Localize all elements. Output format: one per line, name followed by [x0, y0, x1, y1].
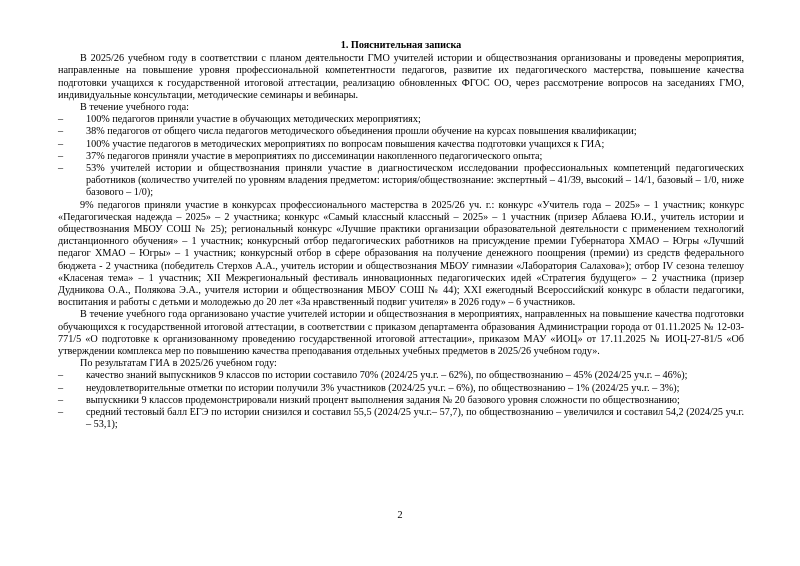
section-title: 1. Пояснительная записка [340, 40, 462, 51]
gia-results-list [58, 370, 744, 431]
gia-prep-paragraph: В течение учебного года организовано участие учителей истории и обществознания в мероприятиях, направленных на повышение качества подготовки обучающихся к государственной итоговой аттестации, в соответствии с приказом департамента образования Администрации города от 01.11.2025 № 12-03-771/5 «О подготовке к организованному проведению государственной итоговой аттестации», приказом МАУ «ИОЦ» от 17.11.2025 № ИОЦ-27-81/5 «Об утверждении комплекса мер по повышению качества преподавания отдельных учебных предметов в 2025/26 учебном году». [58, 309, 744, 358]
list-item-text: 100% педагогов приняли участие в обучающих методических мероприятиях; [86, 114, 421, 126]
list-item-text: 53% учителей истории и обществознания приняли участие в диагностическом исследовании профессиональных компетенций педагогических работников (количество учителей по уровням владения предметом: история/обществознание: экспертный – 41/39, высокий – 14/1, базовый – 1/0, ниже базового – 1/0); [86, 163, 744, 199]
list-item [58, 370, 744, 382]
dash-marker: – [58, 163, 64, 175]
during-year-label: В течение учебного года: [80, 102, 189, 114]
list-item [58, 114, 744, 126]
list-item [58, 383, 744, 395]
gia-results-label: По результатам ГИА в 2025/26 учебном году: [80, 358, 277, 370]
list-item-text: 38% педагогов от общего числа педагогов методического объединения прошли обучение на курсах повышения квалификации; [86, 126, 637, 138]
list-item [58, 407, 744, 431]
dash-marker: – [58, 407, 64, 419]
dash-marker: – [58, 394, 64, 406]
list-item-text: выпускники 9 классов продемонстрировали низкий процент выполнения задания № 20 базового уровня сложности по обществознанию; [86, 394, 680, 406]
list-item [58, 151, 744, 163]
list-item [58, 139, 744, 151]
list-item-text: неудовлетворительные отметки по истории получили 3% участников (2024/25 уч.г. – 6%), по обществознанию – 1% (2024/25 уч.г. – 3%); [86, 382, 680, 394]
dash-marker: – [58, 150, 64, 162]
contests-paragraph: 9% педагогов приняли участие в конкурсах профессионального мастерства в 2025/26 уч. г.: конкурс «Учитель года – 2025» – 1 участник; конкурс «Педагогическая надежда – 2025» – 2 участника; конкурс «Самый классный классный – 2025» – 1 участник (призер Аблаева Ю.И., учитель истории и обществознания МБОУ СОШ № 25); региональный конкурс «Лучшие практики организации образовательной деятельности с применением технологий дистанционного обучения» – 1 участник; конкурсный отбор педагогических работников на присуждение премии Губернатора ХМАО – Югры «Лучший педагог ХМАО – Югры» – 1 участник; конкурсный отбор в сфере образования на получение денежного поощрения (премии) из средств федерального бюджета - 2 участника (победитель Стерхов А.А., учитель истории и обществознания МБОУ гимназии «Лаборатория Салахова»); отбор IV сезона телешоу «Класеная тема» – 1 участник; XII Межрегиональный фестиваль инновационных педагогических идей «Стратегия будущего» – 2 участника (призер Дудникова О.А., Полякова Э.А., учителя истории и обществознания МБОУ СОШ № 44); XXI ежегодный Всероссийский конкурс в области педагогики, воспитания и работы с детьми и молодежью до 20 лет «За нравственный подвиг учителя» в 2026 году» – 6 участников. [58, 199, 744, 309]
intro-paragraph: В 2025/26 учебном году в соответствии с планом деятельности ГМО учителей истории и обществознания организованы и проведены мероприятия, направленные на повышение уровня профессиональной компетентности педагогов, развитие их педагогического мастерства, повышение качества подготовки учащихся к государственной итоговой аттестации, реализацию обновленных ФГОС ОО, через рассмотрение вопросов на заседаниях ГМО, индивидуальные консультации, методические семинары и вебинары. [58, 53, 744, 101]
list-item-text: качество знаний выпускников 9 классов по истории составило 70% (2024/25 уч.г. – 62%), по обществознанию – 45% (2024/25 уч.г. – 46%); [86, 370, 688, 382]
list-item [58, 126, 744, 138]
activity-list [58, 114, 744, 199]
list-item-text: 37% педагогов приняли участие в мероприятиях по диссеминации накопленного педагогического опыта; [86, 150, 543, 162]
dash-marker: – [58, 138, 64, 150]
page-number: 2 [397, 510, 403, 521]
dash-marker: – [58, 370, 64, 382]
list-item-text: средний тестовый балл ЕГЭ по истории снизился и составил 55,5 (2024/25 уч.г.– 57,7), по обществознанию – увеличился и составил 54,2 (2024/25 уч.г. – 53,1); [86, 407, 744, 431]
list-item [58, 163, 744, 200]
list-item-text: 100% участие педагогов в методических мероприятиях по вопросам повышения качества подготовки учащихся к ГИА; [86, 138, 605, 150]
list-item [58, 395, 744, 407]
dash-marker: – [58, 126, 64, 138]
dash-marker: – [58, 382, 64, 394]
dash-marker: – [58, 114, 64, 126]
